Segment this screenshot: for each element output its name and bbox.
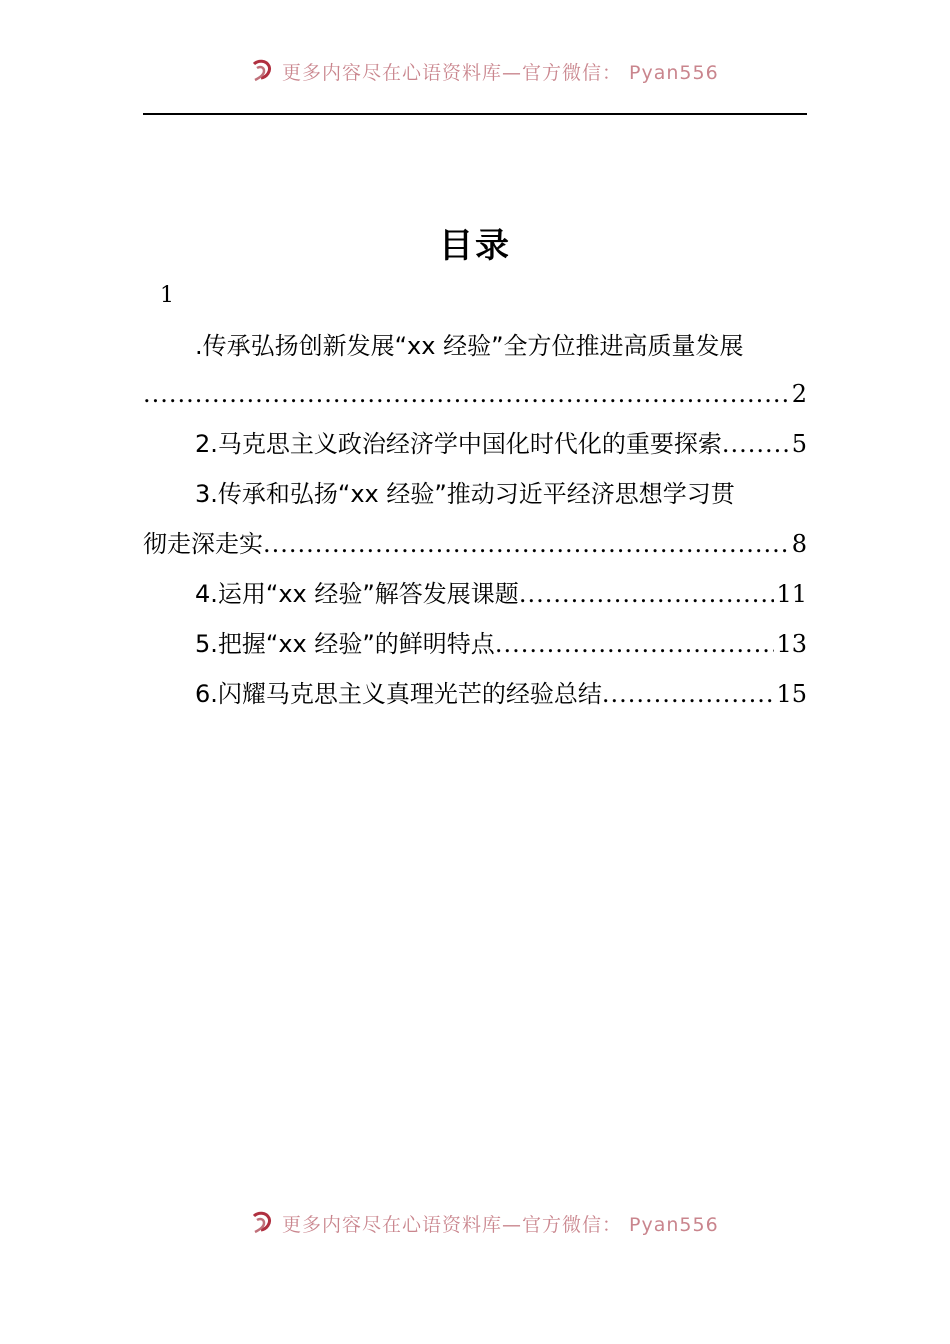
header-divider [143,113,807,115]
toc-entry-1-title: .传承弘扬创新发展“xx 经验”全方位推进高质量发展 [195,332,744,360]
toc-entry-3[interactable] [143,474,807,514]
toc-entry-6[interactable] [143,674,807,714]
toc-entry-1-page: 2 [791,380,807,408]
toc-entry-3-title-line2: 彻走深走实 [143,530,263,558]
toc-entry-5-page: 13 [776,630,807,658]
page-title: 目录 [439,226,511,266]
toc-entry-2[interactable] [143,424,807,464]
toc-entry-5[interactable] [143,624,807,664]
watermark-logo-icon [250,58,276,84]
watermark-text: 更多内容尽在心语资料库—官方微信： Pyan556 [282,61,719,84]
toc-entry-6-title: 6.闪耀马克思主义真理光芒的经验总结 [195,680,602,708]
toc-entry-1-number: 1 [160,283,174,308]
toc-entry-2-page: 5 [791,430,807,458]
header-watermark [250,56,750,86]
footer-watermark [250,1208,750,1238]
toc-leader-dots [722,424,790,464]
toc-leader-dots [602,674,775,714]
toc-entry-5-title: 5.把握“xx 经验”的鲜明特点 [195,630,495,658]
toc-leader-dots [263,524,790,564]
toc-entry-1[interactable] [143,326,807,366]
toc-entry-3-continued[interactable] [143,524,807,564]
toc-entry-3-title-line1: 3.传承和弘扬“xx 经验”推动习近平经济思想学习贯 [195,480,735,508]
toc-entry-4-page: 11 [776,580,807,608]
toc-entry-4[interactable] [143,574,807,614]
toc-leader-dots [143,374,790,414]
toc-leader-dots [519,574,775,614]
watermark-logo-icon [250,1210,276,1236]
toc-entry-2-title: 2.马克思主义政治经济学中国化时代化的重要探索 [195,430,722,458]
toc-entry-6-page: 15 [776,680,807,708]
toc-leader-dots [495,624,775,664]
toc-entry-1-leader[interactable] [143,374,807,414]
toc-entry-3-page: 8 [791,530,807,558]
watermark-text: 更多内容尽在心语资料库—官方微信： Pyan556 [282,1213,719,1236]
toc-entry-4-title: 4.运用“xx 经验”解答发展课题 [195,580,519,608]
